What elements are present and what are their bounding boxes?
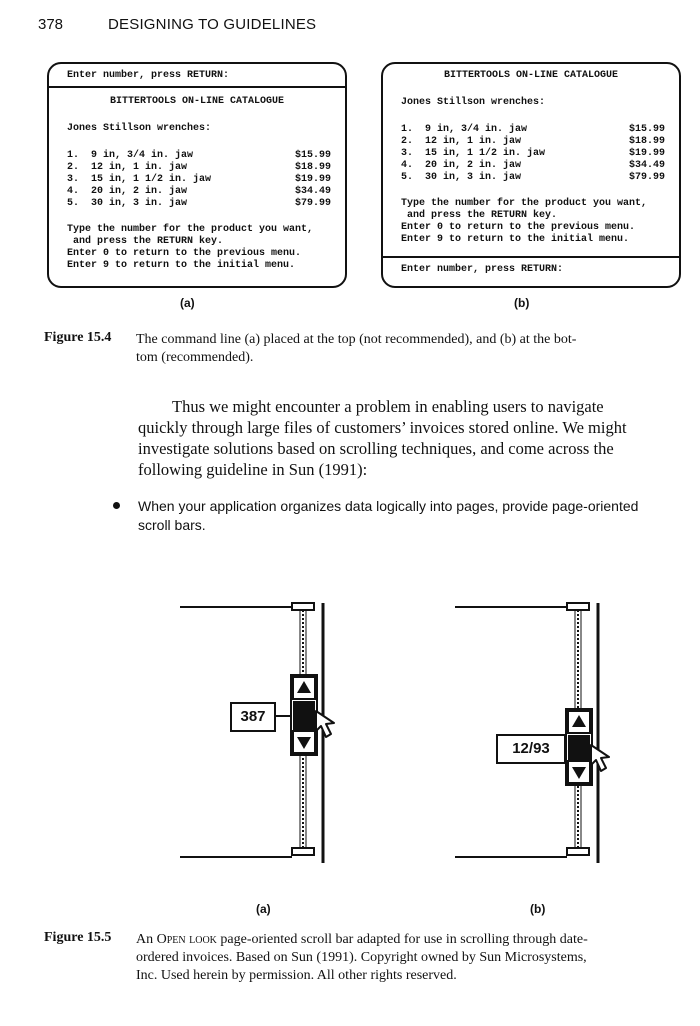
bullet-line-2: scroll bars. bbox=[138, 517, 206, 533]
pane-outline-b bbox=[455, 607, 567, 857]
bullet-icon bbox=[113, 502, 120, 509]
command-divider-a bbox=[49, 86, 345, 88]
price-b-1: $15.99 bbox=[628, 124, 665, 135]
item-b-5: 5. 30 in, 3 in. jaw bbox=[401, 172, 522, 183]
item-b-4: 4. 20 in, 2 in. jaw bbox=[401, 160, 522, 171]
price-a-1: $15.99 bbox=[294, 150, 331, 161]
scrollbar-illustration-b bbox=[445, 595, 635, 865]
caption-prefix: An bbox=[136, 932, 157, 947]
fig-15-4-caption-line-1: The command line (a) placed at the top (not recommended), and (b) at the bot- bbox=[136, 332, 577, 347]
fig-15-5-caption-line-3: Inc. Used herein by permission. All other rights reserved. bbox=[136, 968, 457, 983]
paragraph-line-1: Thus we might encounter a problem in enabling users to navigate bbox=[172, 397, 604, 416]
item-a-4: 4. 20 in, 2 in. jaw bbox=[67, 186, 188, 197]
top-anchor-a bbox=[292, 603, 314, 610]
fig-15-5-sub-a: (a) bbox=[256, 902, 271, 916]
item-b-1: 1. 9 in, 3/4 in. jaw bbox=[401, 124, 528, 135]
bottom-anchor-a bbox=[292, 848, 314, 855]
instruction-a-1: Type the number for the product you want, bbox=[67, 224, 314, 235]
top-anchor-b bbox=[567, 603, 589, 610]
fig-15-4-sub-b: (b) bbox=[514, 296, 530, 310]
price-a-2: $18.99 bbox=[294, 162, 331, 173]
price-b-3: $19.99 bbox=[628, 148, 665, 159]
elevator-drag-area-a bbox=[293, 701, 315, 731]
open-look-term: Open look bbox=[156, 932, 217, 947]
price-a-3: $19.99 bbox=[294, 174, 331, 185]
instruction-b-4: Enter 9 to return to the initial menu. bbox=[401, 234, 630, 245]
fig-15-4-label: Figure 15.4 bbox=[44, 330, 112, 345]
fig-15-4-sub-a: (a) bbox=[180, 296, 195, 310]
price-a-4: $34.49 bbox=[294, 186, 331, 197]
instruction-b-2: and press the RETURN key. bbox=[401, 210, 558, 221]
fig-15-5-sub-b: (b) bbox=[530, 902, 546, 916]
page-readout-a: 387 bbox=[230, 702, 276, 732]
category-b: Jones Stillson wrenches: bbox=[401, 97, 546, 108]
item-a-1: 1. 9 in, 3/4 in. jaw bbox=[67, 150, 194, 161]
item-a-2: 2. 12 in, 1 in. jaw bbox=[67, 162, 188, 173]
fig-15-5-caption-line-2: ordered invoices. Based on Sun (1991). Copyright owned by Sun Microsystems, bbox=[136, 950, 587, 965]
item-b-3: 3. 15 in, 1 1/2 in. jaw bbox=[401, 148, 546, 159]
catalogue-title-a: BITTERTOOLS ON-LINE CATALOGUE bbox=[109, 96, 285, 107]
instruction-b-1: Type the number for the product you want, bbox=[401, 198, 648, 209]
price-b-2: $18.99 bbox=[628, 136, 665, 147]
bottom-anchor-b bbox=[567, 848, 589, 855]
pointer-arrow-icon-a bbox=[316, 711, 334, 737]
catalogue-title-b: BITTERTOOLS ON-LINE CATALOGUE bbox=[443, 70, 619, 81]
fig-15-4-caption-line-2: tom (recommended). bbox=[136, 350, 254, 365]
item-a-3: 3. 15 in, 1 1/2 in. jaw bbox=[67, 174, 212, 185]
paragraph-line-2: quickly through large files of customers’ invoices stored online. We might bbox=[138, 418, 627, 437]
terminal-b bbox=[381, 62, 681, 288]
fig-15-5-label: Figure 15.5 bbox=[44, 930, 112, 945]
instruction-a-2: and press the RETURN key. bbox=[67, 236, 224, 247]
price-a-5: $79.99 bbox=[294, 198, 331, 209]
paragraph-line-4: following guideline in Sun (1991): bbox=[138, 460, 368, 479]
command-divider-b bbox=[383, 256, 679, 258]
command-line-a: Enter number, press RETURN: bbox=[67, 70, 230, 81]
item-b-2: 2. 12 in, 1 in. jaw bbox=[401, 136, 522, 147]
category-a: Jones Stillson wrenches: bbox=[67, 123, 212, 134]
elevator-drag-area-b bbox=[568, 735, 590, 763]
bullet-line-1: When your application organizes data logically into pages, provide page-oriented bbox=[138, 498, 639, 514]
instruction-a-3: Enter 0 to return to the previous menu. bbox=[67, 248, 302, 259]
pointer-arrow-icon-b bbox=[591, 745, 609, 771]
price-b-4: $34.49 bbox=[628, 160, 665, 171]
pane-outline-a bbox=[180, 607, 292, 857]
caption-rest: page-oriented scroll bar adapted for use in scrolling through date- bbox=[216, 932, 588, 947]
item-a-5: 5. 30 in, 3 in. jaw bbox=[67, 198, 188, 209]
fig-15-5-caption-line-1 bbox=[136, 931, 588, 949]
paragraph-line-3: investigate solutions based on scrolling techniques, and come across the bbox=[138, 439, 614, 458]
page-number: 378 bbox=[38, 16, 64, 33]
running-title: DESIGNING TO GUIDELINES bbox=[108, 16, 317, 33]
instruction-a-4: Enter 9 to return to the initial menu. bbox=[67, 260, 296, 271]
page-readout-b: 12/93 bbox=[496, 734, 566, 764]
command-line-b: Enter number, press RETURN: bbox=[401, 264, 564, 275]
price-b-5: $79.99 bbox=[628, 172, 665, 183]
instruction-b-3: Enter 0 to return to the previous menu. bbox=[401, 222, 636, 233]
terminal-a bbox=[47, 62, 347, 288]
